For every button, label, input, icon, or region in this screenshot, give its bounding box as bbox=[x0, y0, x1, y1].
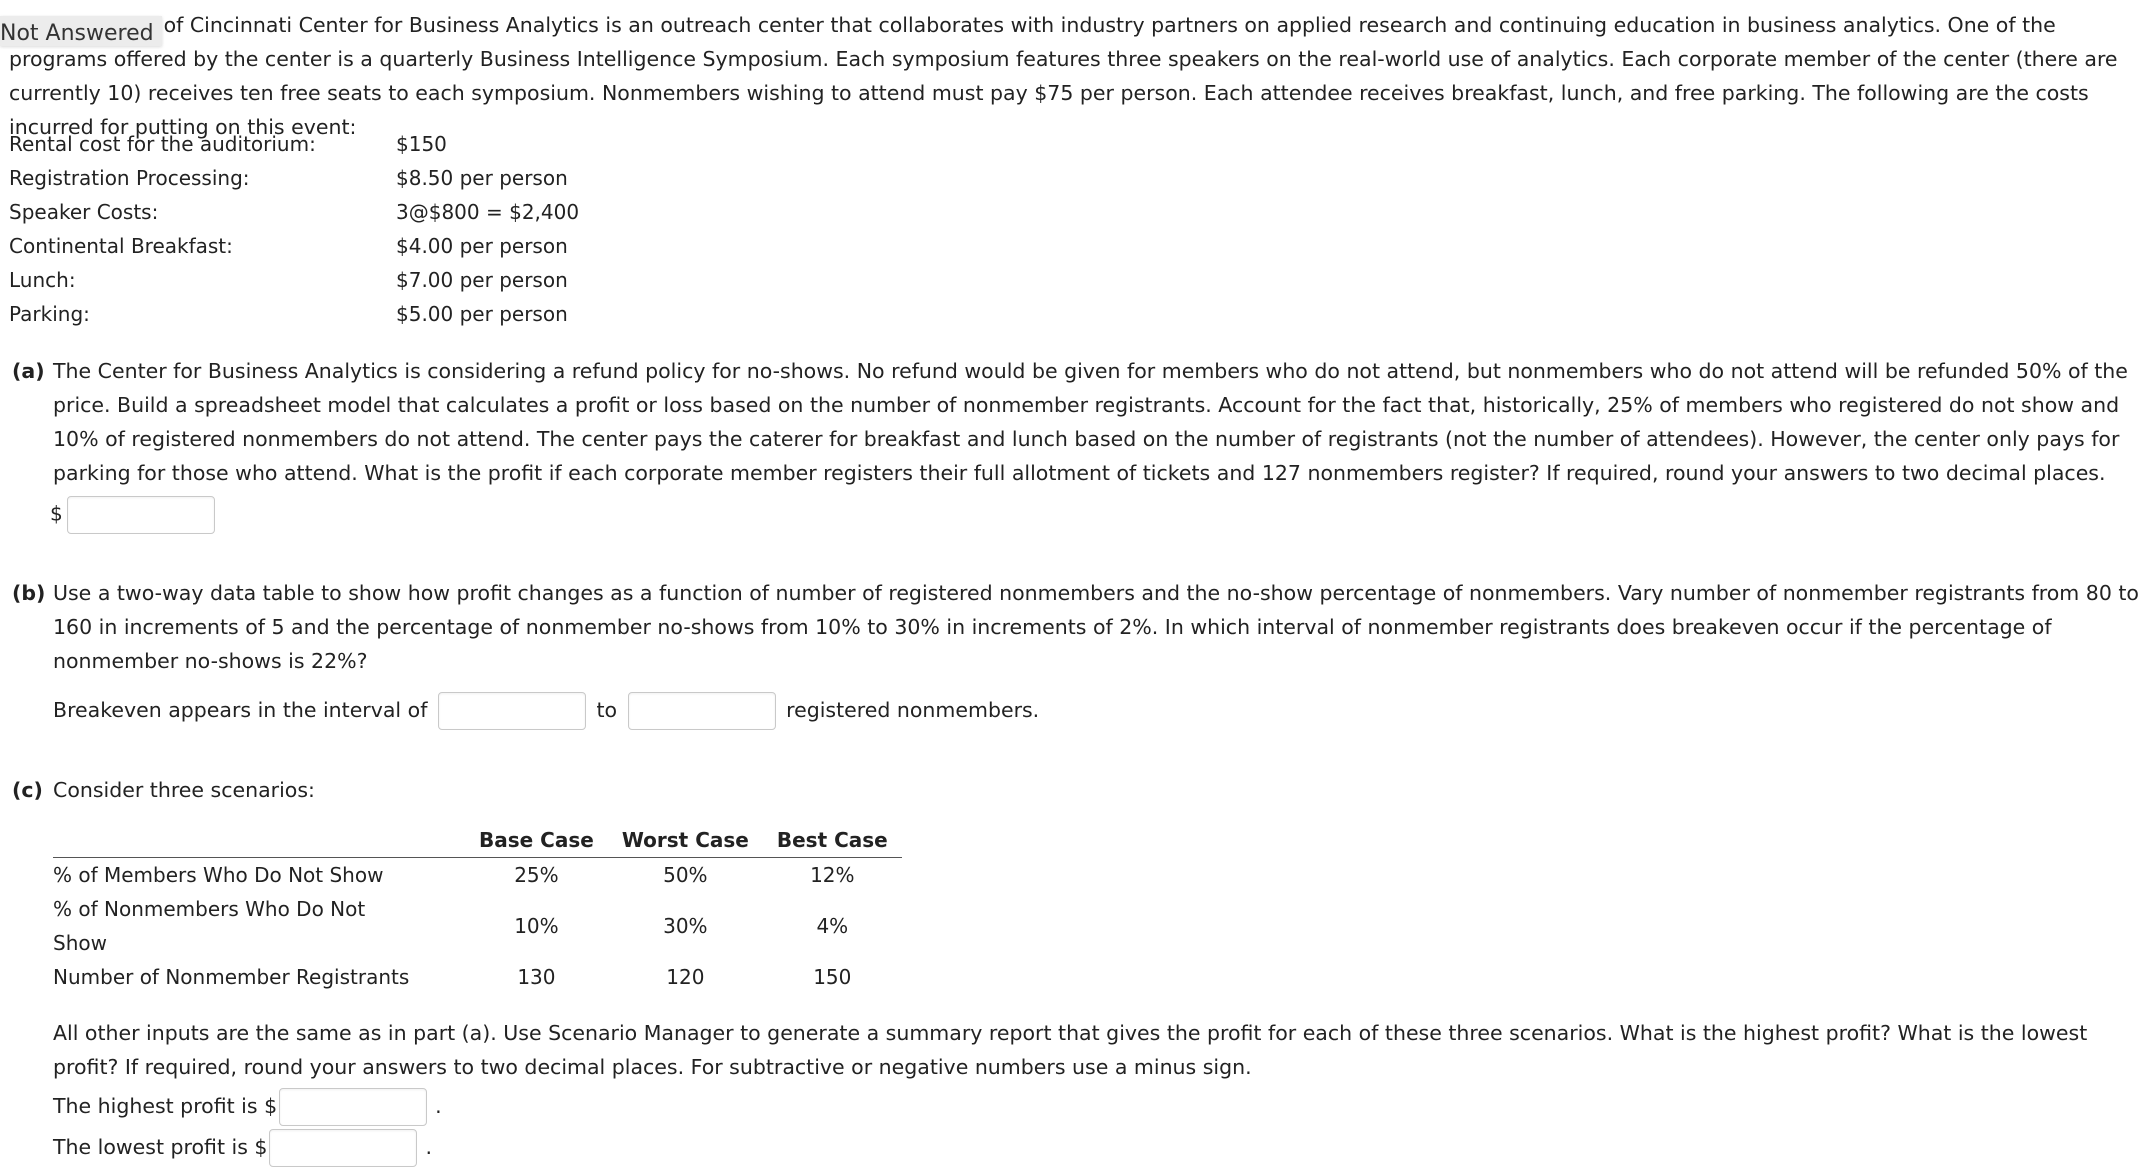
intro-text: of Cincinnati Center for Business Analytics is an outreach center that collaborates with industry partners on applied research and continuing education in business analytics. One of the programs offered by the center is a quarterly Business Intelligence Symposium. Each symposium features three speakers on the real-world use of analytics. Each corporate member of the center (there are currently 10) receives ten free seats to each symposium. Nonmembers wishing to attend must pay $75 per person. Each attendee receives breakfast, lunch, and free parking. The following are the costs incurred for putting on this event: bbox=[9, 13, 2118, 139]
cell-value: 10% bbox=[514, 914, 559, 938]
problem-intro bbox=[9, 8, 2144, 144]
lowest-profit-input[interactable] bbox=[269, 1129, 417, 1167]
cell-value: 4% bbox=[816, 914, 849, 938]
row-label: Number of Nonmember Registrants bbox=[53, 965, 410, 989]
cost-label: Parking: bbox=[9, 302, 90, 326]
cell-value: 12% bbox=[810, 863, 855, 887]
row-label: % of Members Who Do Not Show bbox=[53, 863, 384, 887]
breakeven-to-input[interactable] bbox=[628, 692, 776, 730]
table-row bbox=[53, 892, 902, 960]
cell-value: 130 bbox=[517, 965, 556, 989]
header-worst-case: Worst Case bbox=[608, 823, 763, 858]
part-c-final-text: All other inputs are the same as in part (a). Use Scenario Manager to generate a summary report that gives the profit for each of these three scenarios. What is the highest profit? What is the lowest profit? If required, round your answers to two decimal places. For subtractive or negative numbers use a minus sign. bbox=[53, 1021, 2088, 1079]
period: . bbox=[435, 1094, 442, 1118]
table-row bbox=[53, 858, 902, 893]
cost-value: $5.00 per person bbox=[396, 302, 568, 326]
highest-profit-input[interactable] bbox=[279, 1088, 427, 1126]
breakeven-to-label: to bbox=[596, 698, 618, 722]
cost-label: Rental cost for the auditorium: bbox=[9, 132, 316, 156]
breakeven-row bbox=[53, 692, 1039, 730]
cost-label: Lunch: bbox=[9, 268, 76, 292]
part-a-text: The Center for Business Analytics is considering a refund policy for no-shows. No refund would be given for members who do not attend, but nonmembers who do not attend will be refunded 50% of the price. Build a spreadsheet model that calculates a profit or loss based on the number of nonmember registrants. Account for the fact that, historically, 25% of members who registered do not show and 10% of registered nonmembers do not attend. The center pays the caterer for breakfast and lunch based on the number of registrants (not the number of attendees). However, the center only pays for parking for those who attend. What is the profit if each corporate member registers their full allotment of tickets and 127 nonmembers register? If required, round your answers to two decimal places. bbox=[53, 359, 2128, 485]
cost-value: $150 bbox=[396, 132, 447, 156]
part-b-text: Use a two-way data table to show how profit changes as a function of number of registered nonmembers and the no-show percentage of nonmembers. Vary number of nonmember registrants from 80 to 160 in increments of 5 and the percentage of nonmember no-shows from 10% to 30% in increments of 2%. In which interval of nonmember registrants does breakeven occur if the percentage of nonmember no-shows is 22%? bbox=[53, 581, 2139, 673]
table-row bbox=[53, 960, 902, 994]
part-a-answer-row bbox=[50, 496, 215, 534]
header-best-case: Best Case bbox=[763, 823, 902, 858]
part-c-intro: Consider three scenarios: bbox=[53, 778, 315, 802]
cell-value: 30% bbox=[663, 914, 708, 938]
breakeven-from-input[interactable] bbox=[438, 692, 586, 730]
scenario-header-row bbox=[53, 823, 902, 858]
cost-label: Registration Processing: bbox=[9, 166, 250, 190]
dollar-sign: $ bbox=[50, 501, 63, 526]
scenario-table bbox=[53, 823, 902, 994]
part-b-letter: (b) bbox=[12, 581, 46, 605]
part-a-profit-input[interactable] bbox=[67, 496, 215, 534]
part-c bbox=[9, 773, 2144, 807]
cell-value: 120 bbox=[666, 965, 705, 989]
status-badge: Not Answered bbox=[0, 16, 162, 46]
cost-value: 3@$800 = $2,400 bbox=[396, 200, 580, 224]
lowest-profit-label: The lowest profit is $ bbox=[53, 1135, 268, 1159]
lowest-profit-row bbox=[53, 1129, 432, 1167]
part-a-letter: (a) bbox=[12, 359, 45, 383]
cell-value: 25% bbox=[514, 863, 559, 887]
highest-profit-row bbox=[53, 1088, 442, 1126]
breakeven-suffix: registered nonmembers. bbox=[786, 698, 1040, 722]
cost-label: Speaker Costs: bbox=[9, 200, 159, 224]
cost-value: $7.00 per person bbox=[396, 268, 568, 292]
header-blank bbox=[53, 823, 465, 858]
breakeven-prefix: Breakeven appears in the interval of bbox=[53, 698, 428, 722]
cost-value: $8.50 per person bbox=[396, 166, 568, 190]
part-a bbox=[9, 354, 2144, 490]
header-base-case: Base Case bbox=[465, 823, 608, 858]
cost-label: Continental Breakfast: bbox=[9, 234, 233, 258]
row-label: % of Nonmembers Who Do Not Show bbox=[53, 897, 366, 955]
cost-value: $4.00 per person bbox=[396, 234, 568, 258]
part-c-letter: (c) bbox=[12, 778, 43, 802]
period: . bbox=[425, 1135, 432, 1159]
cell-value: 50% bbox=[663, 863, 708, 887]
highest-profit-label: The highest profit is $ bbox=[53, 1094, 278, 1118]
cell-value: 150 bbox=[813, 965, 852, 989]
part-b bbox=[9, 576, 2144, 678]
